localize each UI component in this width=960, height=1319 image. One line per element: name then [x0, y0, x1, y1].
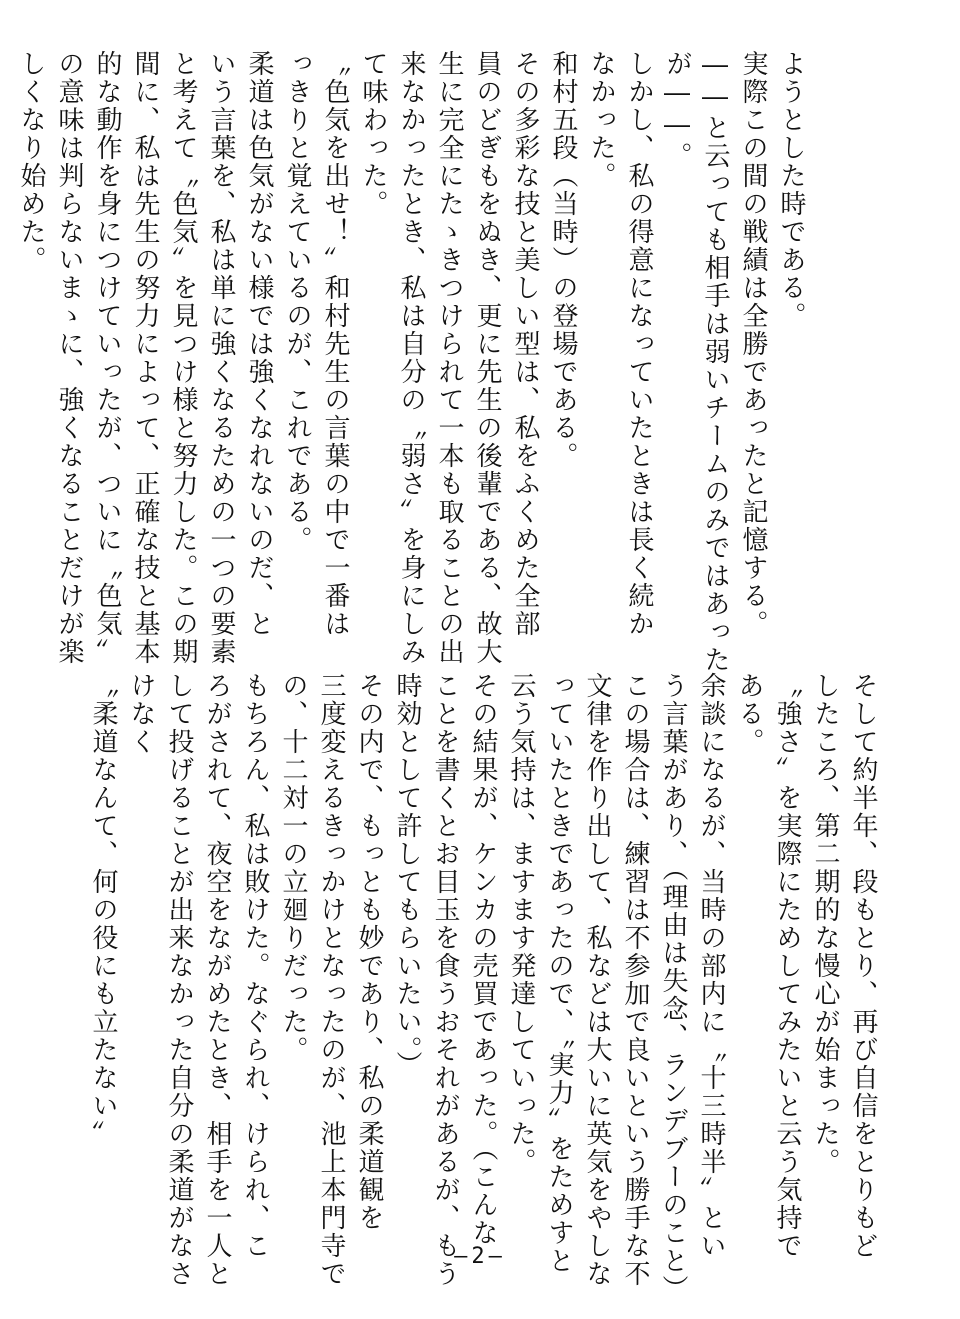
text-column: その内で、もっとも妙であり、私の柔道観を [354, 672, 384, 1232]
text-column: ようとした時である。 [776, 50, 806, 330]
text-column: 文律を作り出して、私などは大いに英気をやしな [582, 672, 612, 1288]
text-column: が――。 [662, 50, 692, 170]
text-column: 三度変えるきっかけとなったのが、池上本門寺で [316, 672, 346, 1288]
text-column: 和村五段（当時）の登場である。 [548, 50, 578, 470]
text-column: その多彩な技と美しい型は、私をふくめた全部 [510, 50, 540, 638]
text-column: 的な動作を身につけていったが、ついに〝色気〟 [92, 50, 122, 666]
text-column: 実際この間の戦績は全勝であったと記憶する。 [738, 50, 768, 638]
text-column: そして約半年、段もとり、再び自信をとりもど [848, 672, 878, 1260]
text-column: 間に、私は先生の努力によって、正確な技と基本 [130, 50, 160, 666]
text-column: っきりと覚えているのが、これである。 [282, 50, 312, 554]
text-column: けなく [126, 672, 156, 756]
text-column: しくなり始めた。 [16, 50, 46, 274]
page-number: ―2― [454, 1244, 506, 1269]
text-column: この場合は、練習は不参加で良いという勝手な不 [620, 672, 650, 1288]
text-column: その結果が、ケンカの売買であった。（こんな [468, 672, 498, 1247]
text-column: う言葉があり、（理由は失念、ランデブーのこと） [658, 672, 688, 1303]
text-column: 〝柔道なんて、何の役にも立たない〟 [88, 672, 118, 1148]
text-column: 云う気持は、ますます発達していった。 [506, 672, 536, 1176]
text-column: したころ、第二期的な慢心が始まった。 [810, 672, 840, 1176]
text-column: なかった。 [586, 50, 616, 190]
text-column: 員のどぎもをぬき、更に先生の後輩である、故大 [472, 50, 502, 666]
lower-text-block [84, 672, 882, 1303]
text-column: 〝色気を出せ！〟和村先生の言葉の中で一番は [320, 50, 350, 638]
text-column: ――と云っても相手は弱いチームのみではあった [700, 50, 730, 674]
text-column: て味わった。 [358, 50, 388, 218]
upper-text-block [12, 50, 810, 674]
text-column: もちろん、私は敗けた。なぐられ、けられ、こ [240, 672, 270, 1260]
text-column: っていたときであったので、〝実力〟をためすと [544, 672, 574, 1275]
text-column: 来なかったとき、私は自分の〝弱さ〟を身にしみ [396, 50, 426, 666]
text-column: と考えて〝色気〟を見つけ様と努力した。この期 [168, 50, 198, 666]
text-column: 生に完全にたゝきつけられて一本も取ることの出 [434, 50, 464, 666]
text-column: ろがされて、夜空をながめたとき、相手を一人と [202, 672, 232, 1288]
text-column: して投げることが出来なかった自分の柔道がなさ [164, 672, 194, 1288]
text-column: ある。 [734, 672, 764, 756]
text-column: 余談になるが、当時の部内に〝十三時半〟とい [696, 672, 726, 1260]
text-column: 〝強さ〟を実際にためしてみたいと云う気持で [772, 672, 802, 1260]
text-column: 柔道は色気がない様では強くなれないのだ、と [244, 50, 274, 638]
text-column: しかし、私の得意になっていたときは長く続か [624, 50, 654, 638]
text-column: ことを書くとお目玉を食うおそれがあるが、もう [430, 672, 460, 1288]
text-column: の意味は判らないまゝに、強くなることだけが楽 [54, 50, 84, 666]
text-column: 時効として許してもらいたい。） [392, 672, 422, 1079]
text-column: の、十二対一の立廻りだった。 [278, 672, 308, 1064]
text-column: いう言葉を、私は単に強くなるための一つの要素 [206, 50, 236, 666]
